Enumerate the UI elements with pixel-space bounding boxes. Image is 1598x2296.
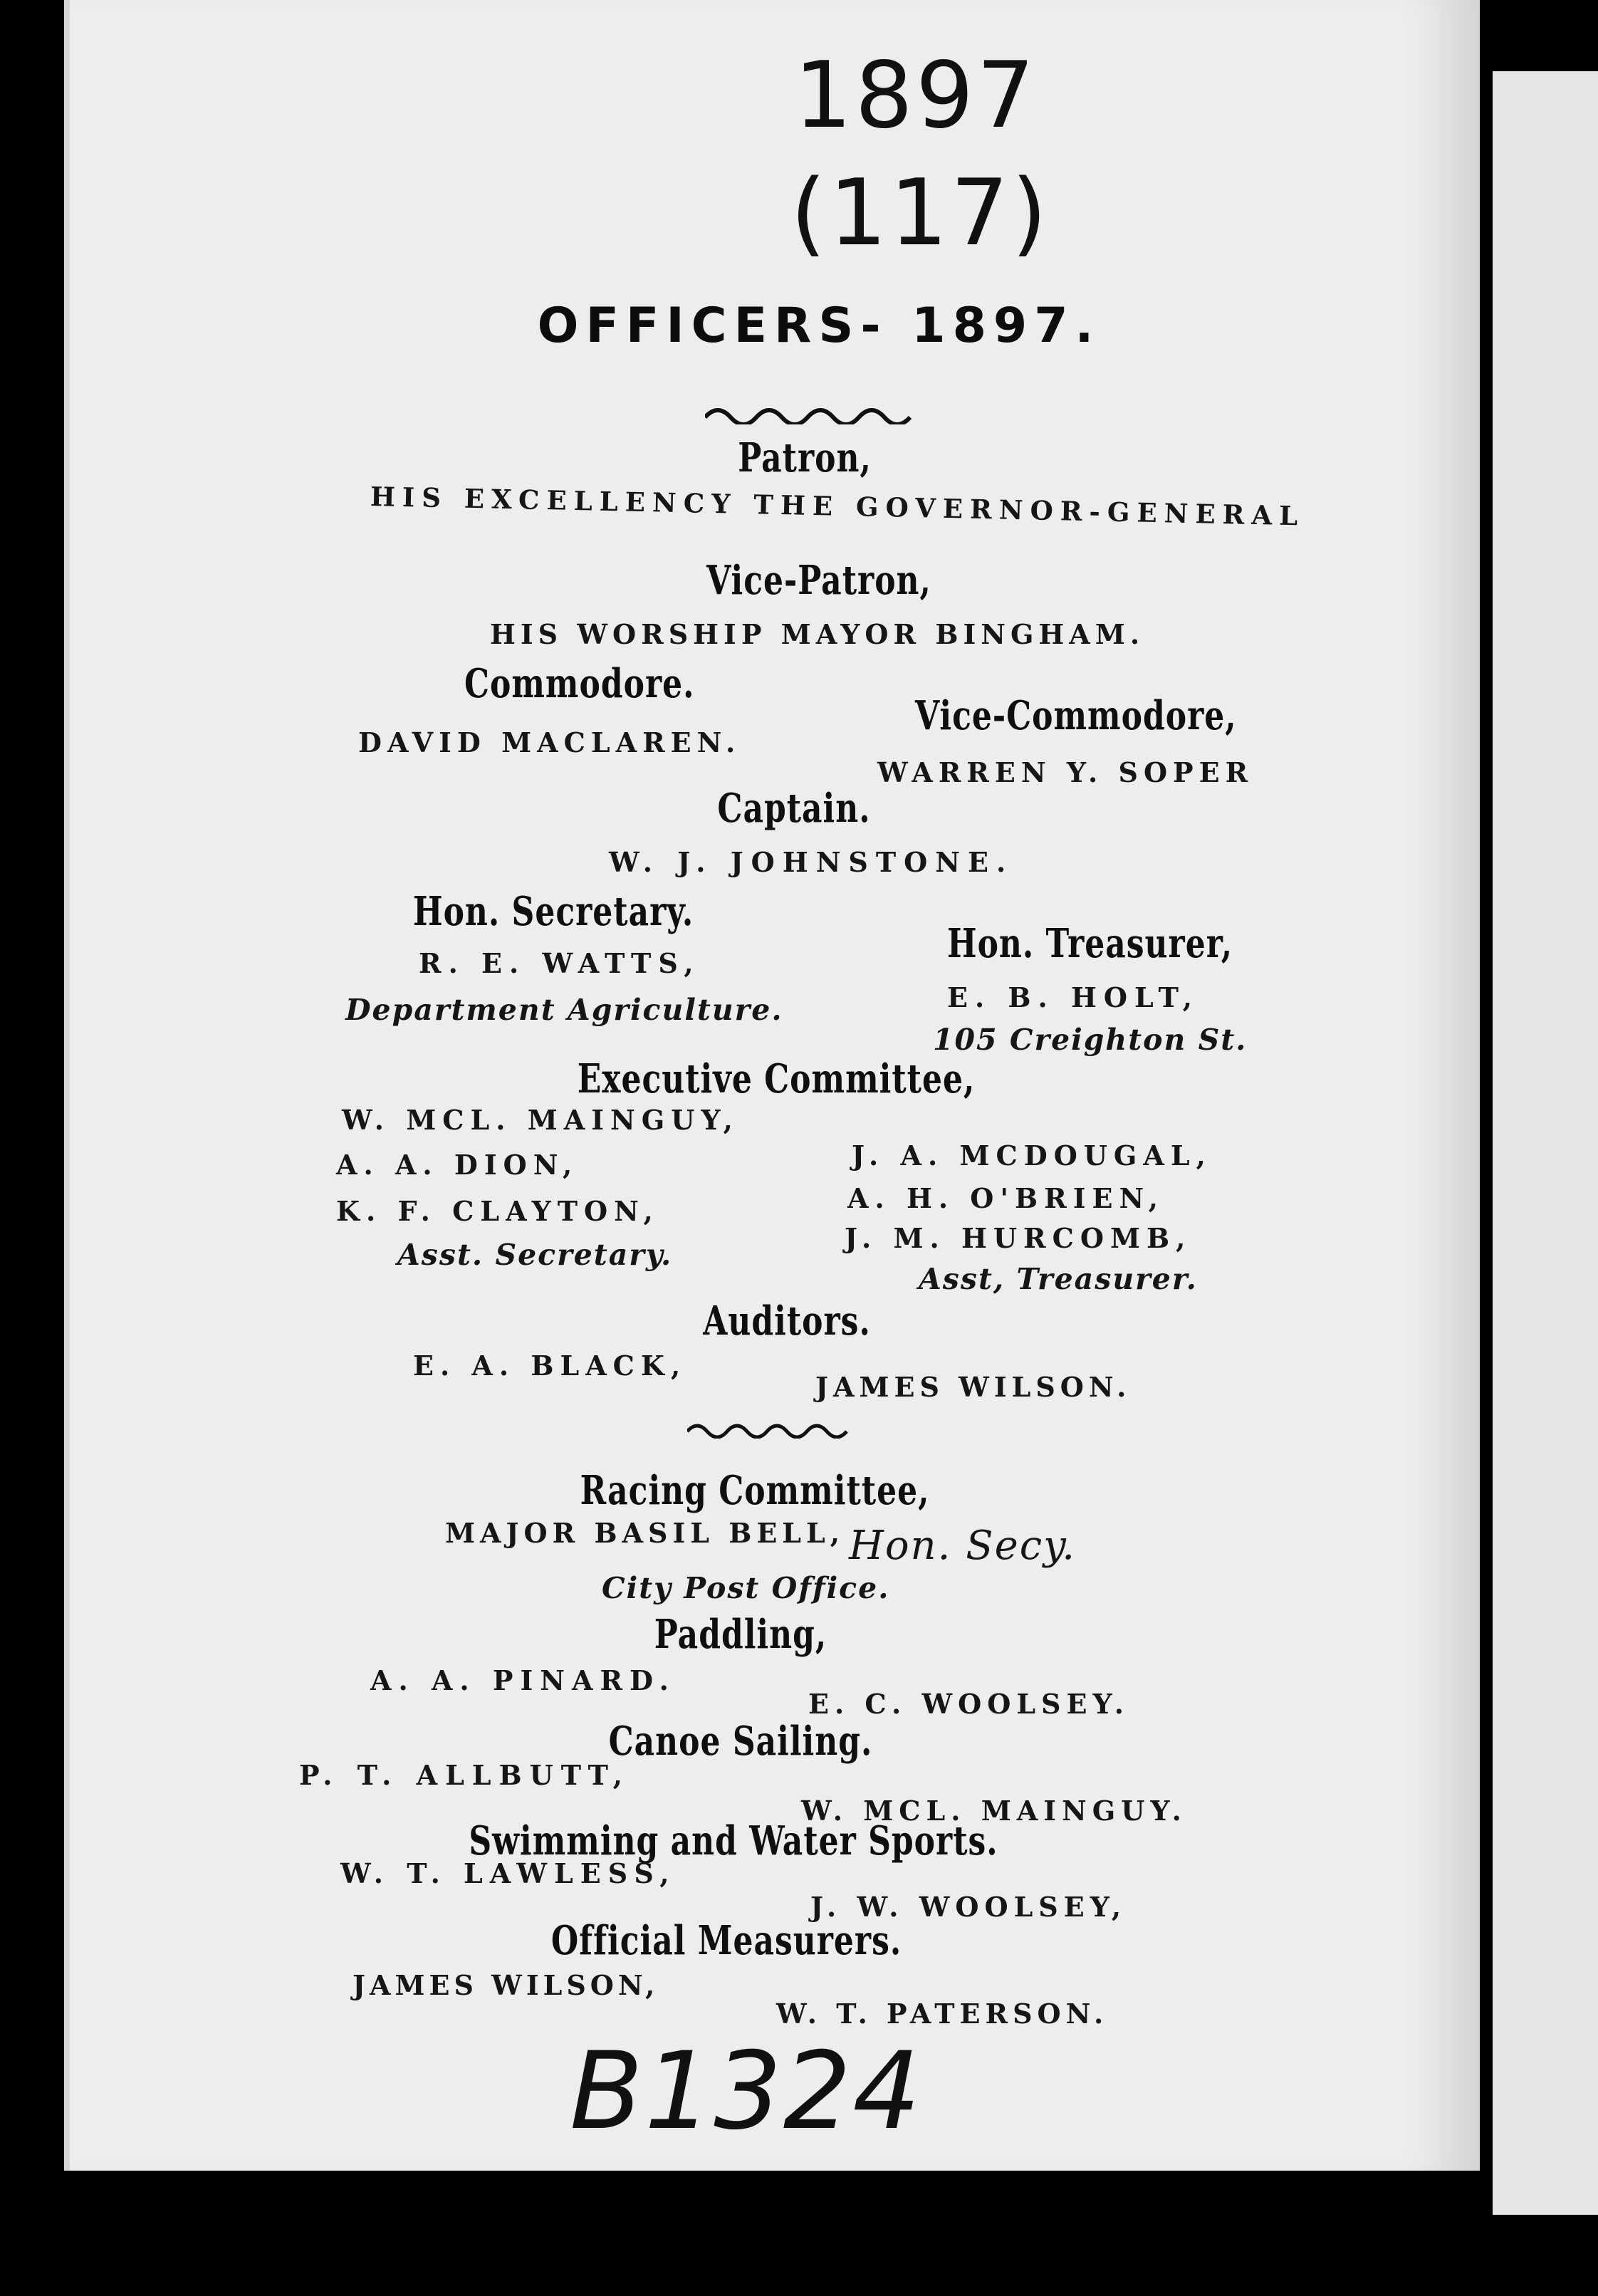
- exec-right-1: J. A. MCDOUGAL,: [852, 1139, 1212, 1172]
- hon-secretary-name: R. E. WATTS,: [419, 947, 701, 979]
- measurers-heading: Official Measurers.: [550, 1917, 902, 1965]
- captain-heading: Captain.: [717, 785, 871, 833]
- wavy-divider-middle: [687, 1417, 851, 1439]
- hon-secretary-heading: Hon. Secretary.: [413, 888, 694, 936]
- next-page-edge: [1493, 71, 1598, 2215]
- measurers-right: W. T. PATERSON.: [776, 1998, 1109, 2030]
- auditor-right: JAMES WILSON.: [815, 1371, 1132, 1403]
- exec-left-3: K. F. CLAYTON,: [336, 1195, 659, 1227]
- hon-treasurer-heading: Hon. Treasurer,: [947, 920, 1233, 968]
- exec-right-3: J. M. HURCOMB,: [845, 1222, 1192, 1254]
- vice-commodore-heading: Vice-Commodore,: [915, 692, 1237, 740]
- racing-committee-name: MAJOR BASIL BELL,: [445, 1517, 845, 1549]
- exec-right-2: A. H. O'BRIEN,: [847, 1182, 1165, 1214]
- handwritten-year: 1897: [794, 43, 1038, 149]
- canoe-sailing-left: P. T. ALLBUTT,: [299, 1759, 631, 1791]
- patron-heading: Patron,: [738, 434, 872, 482]
- hon-secretary-address: Department Agriculture.: [345, 993, 783, 1027]
- vice-commodore-name: WARREN Y. SOPER: [877, 756, 1254, 788]
- vice-patron-name: HIS WORSHIP MAYOR BINGHAM.: [490, 618, 1145, 650]
- wavy-divider-top: [705, 399, 912, 424]
- swimming-heading: Swimming and Water Sports.: [469, 1817, 998, 1865]
- handwritten-number: (117): [790, 160, 1050, 266]
- captain-name: W. J. JOHNSTONE.: [609, 846, 1014, 878]
- hon-treasurer-address: 105 Creighton St.: [933, 1023, 1248, 1057]
- executive-committee-heading: Executive Committee,: [577, 1055, 976, 1103]
- racing-committee-heading: Racing Committee,: [580, 1467, 930, 1515]
- swimming-right: J. W. WOOLSEY,: [810, 1891, 1127, 1923]
- swimming-left: W. T. LAWLESS,: [340, 1857, 677, 1889]
- vice-patron-heading: Vice-Patron,: [706, 557, 931, 605]
- patron-name: HIS EXCELLENCY THE GOVERNOR-GENERAL: [370, 481, 1305, 532]
- commodore-name: DAVID MACLAREN.: [358, 726, 741, 758]
- racing-committee-address: City Post Office.: [602, 1571, 890, 1605]
- exec-left-note: Asst. Secretary.: [397, 1238, 673, 1272]
- racing-committee-role: Hon. Secy.: [849, 1523, 1077, 1569]
- canoe-sailing-heading: Canoe Sailing.: [608, 1718, 873, 1765]
- auditors-heading: Auditors.: [703, 1298, 871, 1345]
- exec-left-2: A. A. DION,: [336, 1149, 579, 1181]
- paddling-right: E. C. WOOLSEY.: [808, 1688, 1129, 1720]
- page-title: OFFICERS- 1897.: [537, 298, 1101, 354]
- measurers-left: JAMES WILSON,: [352, 1969, 659, 2001]
- paddling-heading: Paddling,: [654, 1611, 827, 1659]
- exec-right-note: Asst, Treasurer.: [919, 1262, 1198, 1296]
- commodore-heading: Commodore.: [464, 660, 695, 708]
- hon-treasurer-name: E. B. HOLT,: [947, 981, 1199, 1013]
- canoe-sailing-right: W. MCL. MAINGUY.: [801, 1795, 1187, 1827]
- paddling-left: A. A. PINARD.: [370, 1664, 676, 1696]
- handwritten-shelfmark: B1324: [570, 2030, 922, 2154]
- exec-left-1: W. MCL. MAINGUY,: [342, 1104, 739, 1136]
- auditor-left: E. A. BLACK,: [413, 1350, 687, 1382]
